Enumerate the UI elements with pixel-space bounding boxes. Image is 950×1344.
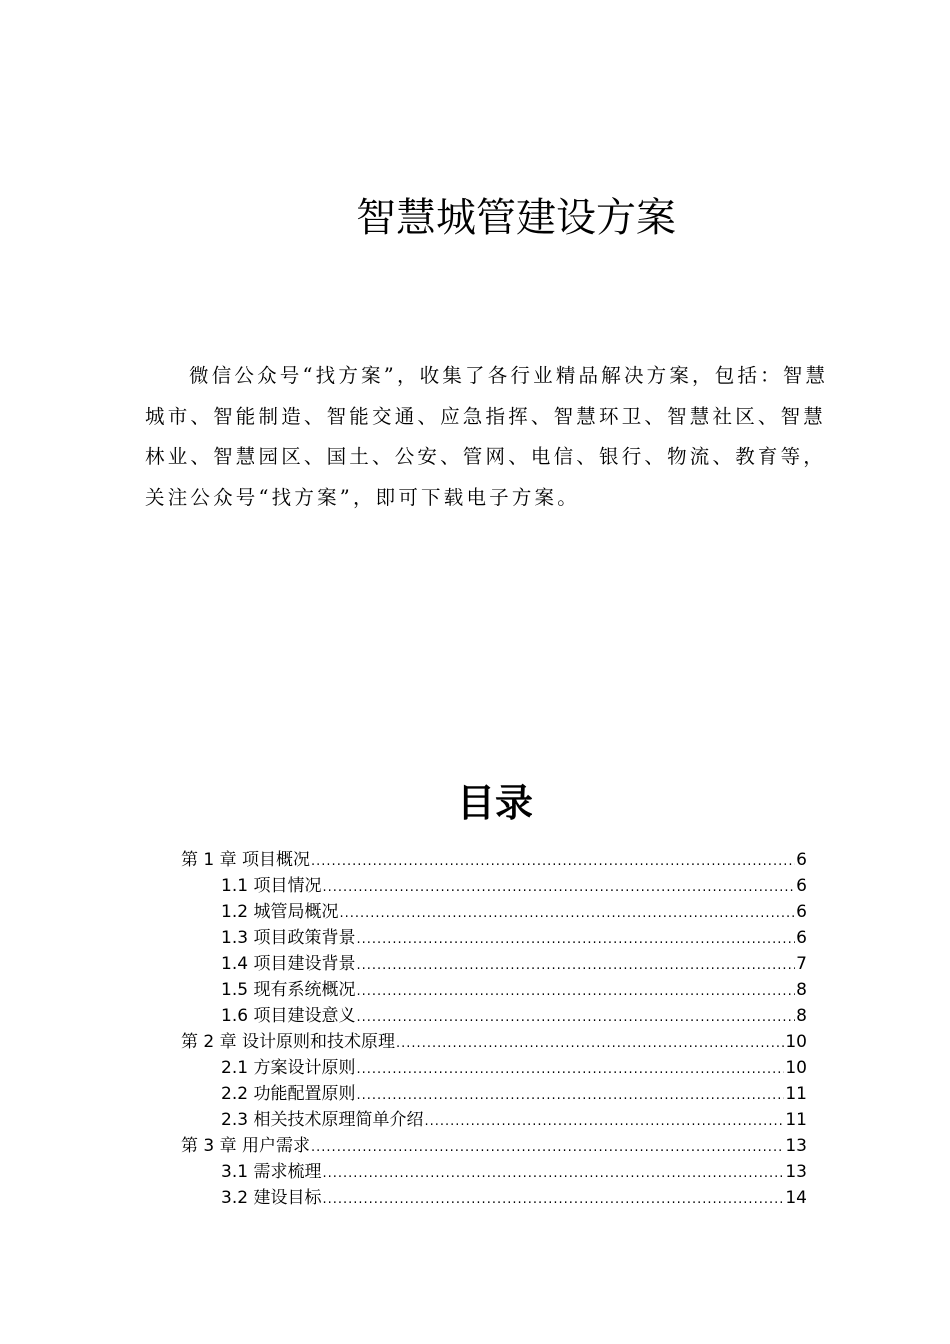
toc-entry-chapter-2[interactable] (181, 1029, 807, 1055)
toc-entry-label: 第 1 章 项目概况 (181, 850, 311, 870)
toc-entry-page: 14 (785, 1188, 807, 1208)
toc-leader-dots (396, 1031, 784, 1057)
toc-entry-page: 8 (796, 980, 807, 1000)
toc-entry-2-3[interactable] (181, 1107, 807, 1133)
toc-heading: 目录 (456, 781, 533, 825)
toc-entry-label: 1.4 项目建设背景 (221, 954, 356, 974)
toc-entry-page: 10 (785, 1032, 807, 1052)
toc-entry-label: 2.3 相关技术原理简单介绍 (221, 1110, 424, 1130)
toc-leader-dots (424, 1109, 784, 1135)
toc-entry-page: 10 (785, 1058, 807, 1078)
toc-entry-chapter-1[interactable] (181, 847, 807, 873)
toc-leader-dots (322, 1161, 784, 1187)
toc-entry-page: 6 (796, 902, 807, 922)
toc-entry-1-6[interactable] (181, 1003, 807, 1029)
toc-entry-page: 13 (785, 1162, 807, 1182)
intro-paragraph: 微信公众号“找方案”，收集了各行业精品解决方案，包括：智慧城市、智能制造、智能交通、应急指挥、智慧环卫、智慧社区、智慧林业、智慧园区、国土、公安、管网、电信、银行、物流、教育等，关注公众号“找方案”，即可下载电子方案。 (145, 364, 829, 509)
document-title: 智慧城管建设方案 (356, 195, 676, 241)
toc-entry-label: 第 2 章 设计原则和技术原理 (181, 1032, 396, 1052)
toc-entry-label: 2.1 方案设计原则 (221, 1058, 356, 1078)
toc-entry-page: 11 (785, 1084, 807, 1104)
toc-entry-3-1[interactable] (181, 1159, 807, 1185)
toc-entry-1-1[interactable] (181, 873, 807, 899)
toc-entry-1-5[interactable] (181, 977, 807, 1003)
toc-leader-dots (356, 979, 795, 1005)
toc-leader-dots (356, 1057, 784, 1083)
toc-entry-1-4[interactable] (181, 951, 807, 977)
toc-entry-2-1[interactable] (181, 1055, 807, 1081)
toc-entry-1-2[interactable] (181, 899, 807, 925)
toc-entry-1-3[interactable] (181, 925, 807, 951)
toc-entry-label: 3.1 需求梳理 (221, 1162, 322, 1182)
toc-entry-page: 13 (785, 1136, 807, 1156)
toc-leader-dots (322, 875, 795, 901)
toc-entry-label: 1.3 项目政策背景 (221, 928, 356, 948)
table-of-contents (181, 847, 807, 1211)
toc-leader-dots (356, 1083, 784, 1109)
toc-leader-dots (356, 927, 795, 953)
toc-entry-page: 6 (796, 928, 807, 948)
toc-entry-label: 1.2 城管局概况 (221, 902, 339, 922)
toc-leader-dots (322, 1187, 784, 1213)
toc-entry-2-2[interactable] (181, 1081, 807, 1107)
toc-entry-label: 2.2 功能配置原则 (221, 1084, 356, 1104)
toc-entry-label: 第 3 章 用户需求 (181, 1136, 311, 1156)
toc-entry-label: 1.5 现有系统概况 (221, 980, 356, 1000)
toc-leader-dots (311, 849, 795, 875)
toc-entry-label: 1.6 项目建设意义 (221, 1006, 356, 1026)
toc-leader-dots (311, 1135, 784, 1161)
toc-entry-page: 11 (785, 1110, 807, 1130)
toc-leader-dots (356, 953, 795, 979)
toc-leader-dots (339, 901, 795, 927)
toc-entry-page: 6 (796, 850, 807, 870)
toc-entry-chapter-3[interactable] (181, 1133, 807, 1159)
toc-leader-dots (356, 1005, 795, 1031)
toc-entry-page: 7 (796, 954, 807, 974)
toc-entry-page: 6 (796, 876, 807, 896)
toc-entry-label: 3.2 建设目标 (221, 1188, 322, 1208)
toc-entry-page: 8 (796, 1006, 807, 1026)
toc-entry-3-2[interactable] (181, 1185, 807, 1211)
toc-entry-label: 1.1 项目情况 (221, 876, 322, 896)
